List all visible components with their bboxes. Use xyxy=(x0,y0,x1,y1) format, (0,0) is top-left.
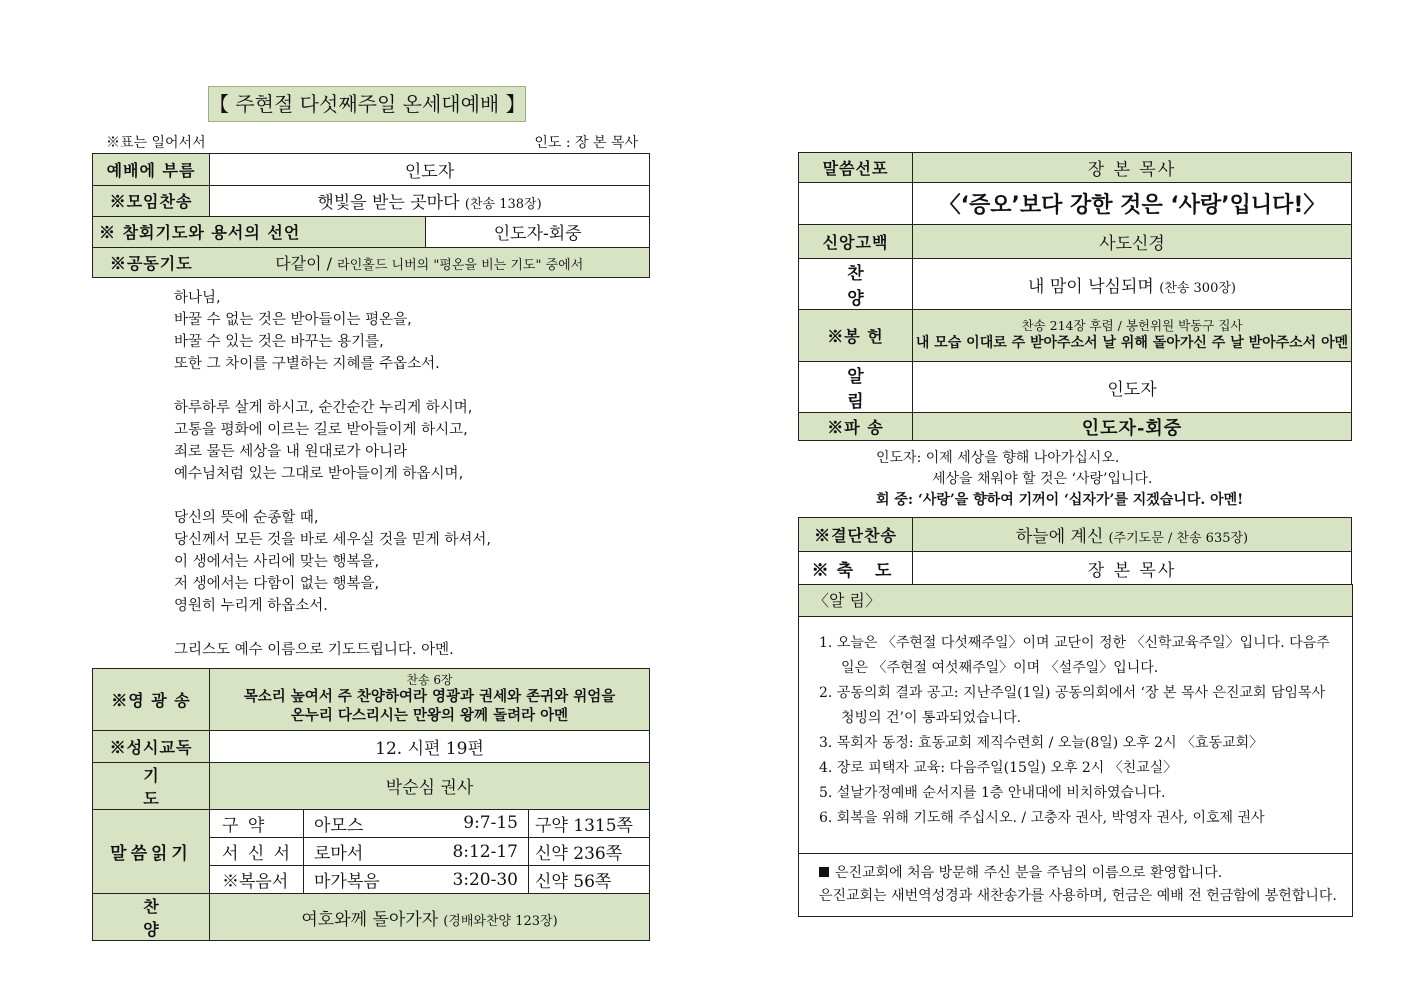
decision-hymn-note: (주기도문 / 찬송 635장) xyxy=(1108,531,1249,546)
call-label: 예배에 부름 xyxy=(93,154,210,185)
prayer-line: 영원히 누리게 하옵소서. xyxy=(174,597,328,614)
prayer-gap xyxy=(174,617,650,639)
sending-line-1: 인도자: 이제 세상을 향해 나아가십시오. xyxy=(876,450,1120,466)
announce-label: 알 림 xyxy=(799,362,913,413)
sermon-label: 말씀선포 xyxy=(799,153,913,183)
common-prayer-who: 다같이 / xyxy=(275,253,338,273)
common-prayer-value xyxy=(210,247,650,277)
confession-value: 인도자-회중 xyxy=(426,216,650,247)
offering-value xyxy=(913,310,1352,362)
gloria-value xyxy=(210,668,650,730)
decision-hymn-value xyxy=(913,518,1352,552)
prayer-label: 기 도 xyxy=(93,762,210,809)
reading-sub-ot: 구 약 xyxy=(210,810,304,838)
prayer-line: 예수님처럼 있는 그대로 받아들이게 하옵시며, xyxy=(174,465,464,482)
notice-footer xyxy=(799,853,1352,916)
reading-label: 말씀읽기 xyxy=(93,810,210,894)
reading-book-epistle: 로마서 xyxy=(304,838,444,866)
blessing-value: 장 본 목사 xyxy=(913,552,1352,586)
anthem-note: (찬송 300장) xyxy=(1159,280,1236,296)
notice-item: 4. 장로 피택자 교육: 다음주일(15일) 오후 2시 〈친교실〉 xyxy=(819,760,1178,776)
reading-page-ot: 구약 1315쪽 xyxy=(529,810,650,838)
left-column xyxy=(92,86,650,941)
offering-label: ※봉 헌 xyxy=(799,310,913,362)
creed-value: 사도신경 xyxy=(913,225,1352,259)
prayer-line: 바꿀 수 없는 것은 받아들이는 평온을, xyxy=(174,311,412,328)
offering-caption: 찬송 214장 후렴 / 봉헌위원 박동구 집사 xyxy=(1021,318,1243,333)
notice-item: 2. 공동의회 결과 공고: 지난주일(1일) 공동의회에서 ‘장 본 목사 은진교회 담임목사 청빙의 건’이 통과되었습니다. xyxy=(819,685,1326,726)
blessing-label: ※축 도 xyxy=(799,552,913,586)
notice-item: 6. 회복을 위해 기도해 주십시오. / 고충자 권사, 박영자 권사, 이호제 권사 xyxy=(819,810,1265,826)
prayer-line: 그리스도 예수 이름으로 기도드립니다. 아멘. xyxy=(174,641,454,658)
gloria-line-2: 온누리 다스리시는 만왕의 왕께 돌려라 아멘 xyxy=(290,707,569,724)
sending-dialogue xyxy=(798,441,1352,517)
reading-book-gospel: 마가복음 xyxy=(304,866,444,894)
notice-header: 〈알 림〉 xyxy=(799,585,1352,617)
reading-chapter-ot: 9:7-15 xyxy=(444,810,529,838)
anthem-left-label: 찬 양 xyxy=(93,894,210,941)
offering-line: 내 모습 이대로 주 받아주소서 날 위해 돌아가신 주 날 받아주소서 아멘 xyxy=(915,335,1349,351)
prayer-line: 바꿀 수 있는 것은 바꾸는 용기를, xyxy=(174,333,384,350)
scripture-reading-table xyxy=(92,810,650,895)
anthem-left-value xyxy=(210,894,650,941)
decision-hymn-title: 하늘에 계신 xyxy=(1015,527,1104,547)
sending-line-2: 세상을 채워야 할 것은 ‘사랑’입니다. xyxy=(932,471,1153,487)
anthem-table-left xyxy=(92,894,650,941)
prayer-line: 당신께서 모든 것을 바로 세우실 것을 믿게 하셔서, xyxy=(174,531,492,548)
reading-sub-epistle: 서 신 서 xyxy=(210,838,304,866)
square-bullet-icon xyxy=(819,867,829,877)
prayer-line: 고통을 평화에 이르는 길로 받아들이게 하시고, xyxy=(174,421,468,438)
prayer-line: 저 생에서는 다함이 없는 행복을, xyxy=(174,575,380,592)
prayer-text xyxy=(92,278,650,668)
stand-note: ※표는 일어서서 xyxy=(106,135,206,151)
notice-item: 1. 오늘은 〈주현절 다섯째주일〉이며 교단이 정한 〈신학교육주일〉입니다. 다음주일은 〈주현절 여섯째주일〉이며 〈설주일〉입니다. xyxy=(819,635,1330,676)
page-title: 【 주현절 다섯째주일 온세대예배 】 xyxy=(208,86,526,122)
psalter-label: ※성시교독 xyxy=(93,730,210,762)
call-value: 인도자 xyxy=(210,154,650,185)
notice-item: 3. 목회자 동정: 효동교회 제직수련회 / 오늘(8일) 오후 2시 〈효동교회〉 xyxy=(819,735,1264,751)
decision-hymn-label: ※결단찬송 xyxy=(799,518,913,552)
gathering-hymn-value xyxy=(210,185,650,216)
anthem-left-note: (경배와찬양 123장) xyxy=(443,913,558,929)
order-table-top xyxy=(92,154,650,278)
prayer-line: 하나님, xyxy=(174,289,221,306)
order-table-right xyxy=(798,152,1352,441)
sermon-blank xyxy=(799,183,913,225)
notice-list xyxy=(799,617,1352,831)
gathering-hymn-title: 햇빛을 받는 곳마다 xyxy=(317,193,460,213)
sermon-preacher: 장 본 목사 xyxy=(913,153,1352,183)
sending-label: ※파 송 xyxy=(799,413,913,441)
common-prayer-label: ※공동기도 xyxy=(93,247,210,277)
announce-value: 인도자 xyxy=(913,362,1352,413)
prayer-value: 박순심 권사 xyxy=(210,762,650,809)
reading-book-ot: 아모스 xyxy=(304,810,444,838)
reading-page-gospel: 신약 56쪽 xyxy=(529,866,650,894)
prayer-gap xyxy=(174,485,650,507)
prayer-line: 또한 그 차이를 구별하는 지혜를 주옵소서. xyxy=(174,355,440,372)
meta-row xyxy=(92,126,650,154)
prayer-line: 이 생에서는 사리에 맞는 행복을, xyxy=(174,553,380,570)
gloria-label: ※영 광 송 xyxy=(93,668,210,730)
anthem-label: 찬 양 xyxy=(799,259,913,310)
anthem-left-title: 여호와께 돌아가자 xyxy=(301,909,439,930)
right-column xyxy=(798,152,1352,586)
welcome-text: 은진교회에 처음 방문해 주신 분을 주님의 이름으로 환영합니다. xyxy=(835,865,1223,881)
gathering-hymn-note: (찬송 138장) xyxy=(464,197,542,212)
notice-item: 5. 설날가정예배 순서지를 1층 안내대에 비치하였습니다. xyxy=(819,785,1166,801)
gathering-hymn-label: ※모임찬송 xyxy=(93,185,210,216)
gloria-caption: 찬송 6장 xyxy=(406,673,453,687)
sending-line-3: 회 중: ‘사랑’을 향하여 기꺼이 ‘십자가’를 지겠습니다. 아멘! xyxy=(876,492,1244,508)
notice-box xyxy=(798,584,1353,917)
welcome-line xyxy=(819,862,1338,885)
prayer-gap xyxy=(174,375,650,397)
common-prayer-source: 라인홀드 니버의 "평온을 비는 기도" 중에서 xyxy=(337,257,584,273)
anthem-title: 내 맘이 낙심되며 xyxy=(1028,276,1154,297)
sending-value: 인도자-회중 xyxy=(913,413,1352,441)
order-table-bottom xyxy=(92,668,650,810)
anthem-value xyxy=(913,259,1352,310)
reading-sub-gospel: ※복음서 xyxy=(210,866,304,894)
closing-table xyxy=(798,517,1352,586)
prayer-line: 하루하루 살게 하시고, 순간순간 누리게 하시며, xyxy=(174,399,473,416)
sermon-title: 〈‘증오’보다 강한 것은 ‘사랑’입니다!〉 xyxy=(913,183,1352,225)
leader-note: 인도 : 장 본 목사 xyxy=(534,135,638,151)
reading-chapter-epistle: 8:12-17 xyxy=(444,838,529,866)
gloria-line-1: 목소리 높여서 주 찬양하여라 영광과 권세와 존귀와 위엄을 xyxy=(243,688,616,705)
psalter-value: 12. 시편 19편 xyxy=(210,730,650,762)
reading-page-epistle: 신약 236쪽 xyxy=(529,838,650,866)
offering-info: 은진교회는 새번역성경과 새찬송가를 사용하며, 헌금은 예배 전 헌금함에 봉헌합니다. xyxy=(819,888,1337,904)
reading-chapter-gospel: 3:20-30 xyxy=(444,866,529,894)
creed-label: 신앙고백 xyxy=(799,225,913,259)
prayer-line: 죄로 물든 세상을 내 원대로가 아니라 xyxy=(174,443,408,460)
prayer-line: 당신의 뜻에 순종할 때, xyxy=(174,509,319,526)
confession-label: ※ 참회기도와 용서의 선언 xyxy=(93,216,426,247)
